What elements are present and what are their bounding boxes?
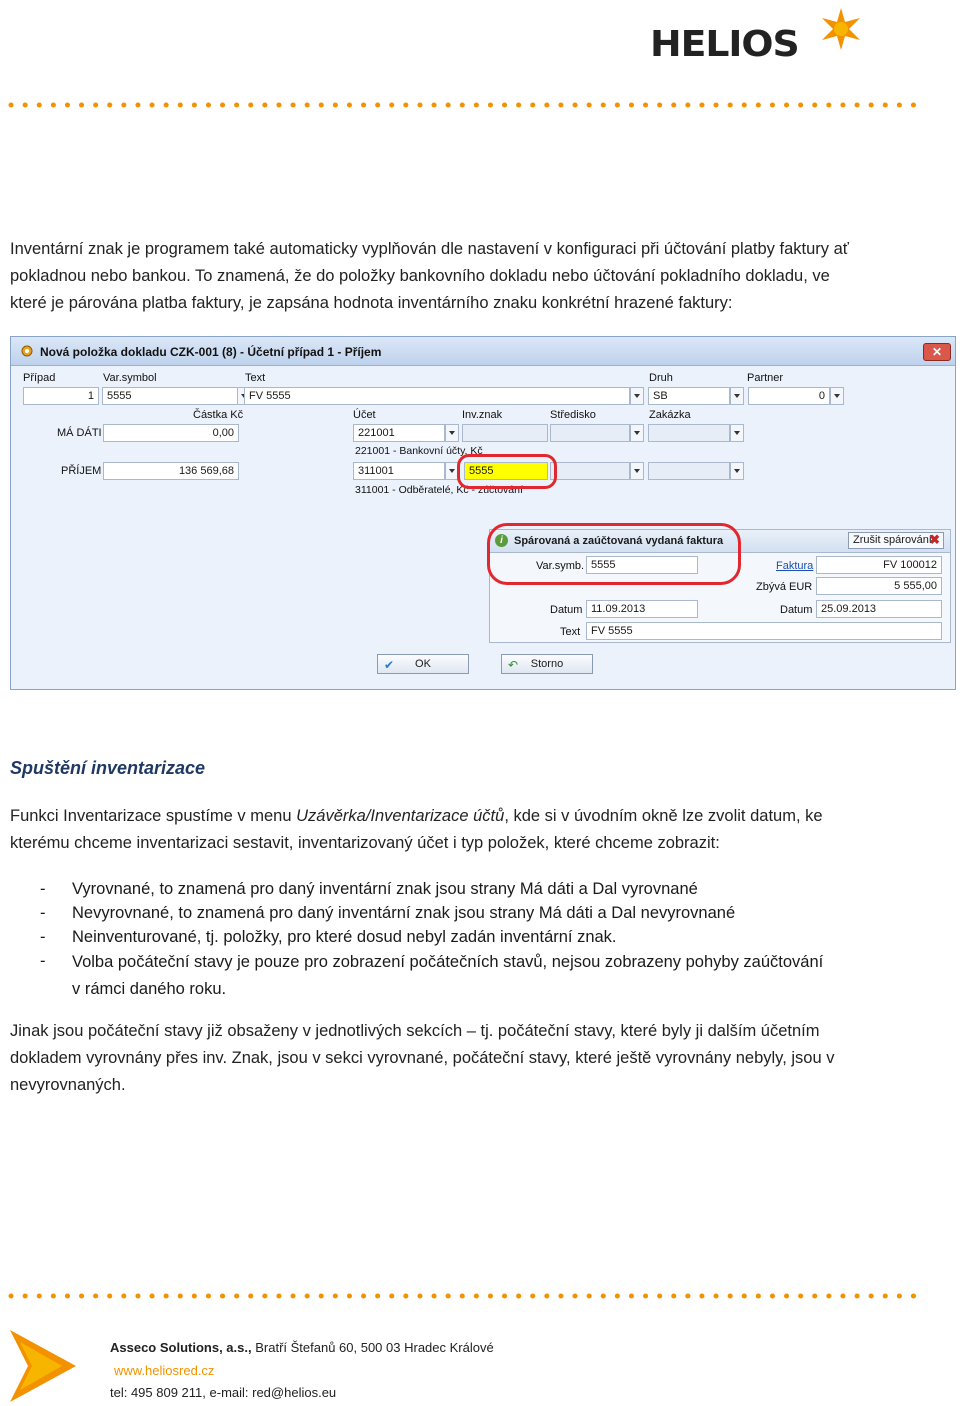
druh-dropdown[interactable] <box>730 387 744 405</box>
pripad-field[interactable]: 1 <box>23 387 99 405</box>
gear-icon <box>19 343 35 359</box>
label-stredisko: Středisko <box>550 409 596 421</box>
faktura-link[interactable]: Faktura <box>776 560 814 572</box>
intro-line: Inventární znak je programem také automaticky vyplňován dle nastavení v konfiguraci při účtování platby faktury ať <box>10 240 849 258</box>
closing-line: Jinak jsou počáteční stavy již obsaženy v jednotlivých sekcích – tj. počáteční stavy, které byly ji dalším účetním <box>10 1022 820 1040</box>
var-symbol-field[interactable]: 5555 <box>102 387 238 405</box>
label-datum: Datum <box>550 604 583 616</box>
header-divider <box>8 102 928 108</box>
zakazka-md-field[interactable] <box>648 424 730 442</box>
list-item: - Volba počáteční stavy je pouze pro zobrazení počátečních stavů, nejsou zobrazeny pohyby zaúčtování v rámci daného roku. <box>40 952 824 998</box>
close-icon: ✖ <box>929 532 940 547</box>
section-paragraph <box>10 803 940 857</box>
cancel-pairing-label: Zrušit spárování <box>853 534 932 546</box>
stredisko-md-field[interactable] <box>550 424 630 442</box>
storno-button[interactable] <box>501 654 593 674</box>
partner-field[interactable]: 0 <box>748 387 830 405</box>
partner-dropdown[interactable] <box>830 387 844 405</box>
panel-datum-2: 25.09.2013 <box>816 600 942 618</box>
text-field[interactable]: FV 5555 <box>244 387 630 405</box>
ucet-md-dropdown[interactable] <box>445 424 459 442</box>
panel-title-highlight <box>487 523 741 585</box>
checkmark-icon: ✔ <box>384 658 395 672</box>
close-button[interactable]: ✕ <box>923 343 951 361</box>
footer-address <box>110 1340 494 1355</box>
panel-text: FV 5555 <box>586 622 942 640</box>
panel-faktura: FV 100012 <box>816 556 942 574</box>
closing-paragraph <box>10 1018 940 1099</box>
ok-button[interactable] <box>377 654 469 674</box>
ucet-d-hint: 311001 - Odběratelé, Kč - zúčtování <box>355 484 523 496</box>
ma-dati-amount[interactable]: 0,00 <box>103 424 239 442</box>
star-icon <box>820 8 862 50</box>
options-list <box>40 877 920 1003</box>
label-castka: Částka Kč <box>193 409 244 421</box>
helios-logo <box>650 8 865 63</box>
label-var-symbol: Var.symbol <box>103 372 157 384</box>
zakazka-md-dropdown[interactable] <box>730 424 744 442</box>
address: Bratří Štefanů 60, 500 03 Hradec Králové <box>251 1340 494 1355</box>
info-icon: i <box>495 534 508 547</box>
list-item: - Nevyrovnané, to znamená pro daný inventární znak jsou strany Má dáti a Dal nevyrovnané <box>40 904 736 922</box>
druh-field[interactable]: SB <box>648 387 730 405</box>
intro-paragraph <box>10 236 940 317</box>
asseco-logo-icon <box>10 1330 76 1402</box>
label-panel-text: Text <box>560 626 581 638</box>
label-zakazka: Zakázka <box>649 409 691 421</box>
list-item: - Vyrovnané, to znamená pro daný inventární znak jsou strany Má dáti a Dal vyrovnané <box>40 880 698 898</box>
panel-title: Spárovaná a zaúčtovaná vydaná faktura <box>514 535 724 547</box>
section-title: Spuštění inventarizace <box>10 758 206 778</box>
ucet-md-hint: 221001 - Bankovní účty, Kč <box>355 445 483 457</box>
label-var-symb: Var.symb. <box>536 560 585 572</box>
label-partner: Partner <box>747 372 784 384</box>
label-datum-2: Datum <box>780 604 813 616</box>
label-druh: Druh <box>649 372 673 384</box>
footer-web-link[interactable]: www.heliosred.cz <box>114 1363 215 1378</box>
logo-text: HELIOS <box>650 24 799 65</box>
list-item: - Neinventurované, tj. položky, pro které dosud nebyl zadán inventární znak. <box>40 928 617 946</box>
panel-datum: 11.09.2013 <box>586 600 698 618</box>
zakazka-d-dropdown[interactable] <box>730 462 744 480</box>
label-pripad: Případ <box>23 372 56 384</box>
panel-var-symb: 5555 <box>586 556 698 574</box>
inv-znak-highlight <box>457 454 557 489</box>
footer-divider <box>8 1293 928 1299</box>
closing-line: nevyrovnaných. <box>10 1076 126 1094</box>
footer-contact: tel: 495 809 211, e-mail: red@helios.eu <box>110 1385 337 1400</box>
undo-icon: ↶ <box>508 658 519 672</box>
document-item-dialog <box>10 336 956 690</box>
panel-zbyva: 5 555,00 <box>816 577 942 595</box>
closing-line: dokladem vyrovnány přes inv. Znak, jsou v sekci vyrovnané, počáteční stavy, které ještě vyrovnány nebyly, jsou v <box>10 1049 835 1067</box>
prijem-amount[interactable]: 136 569,68 <box>103 462 239 480</box>
ucet-d-field[interactable]: 311001 <box>353 462 445 480</box>
dialog-title: Nová položka dokladu CZK-001 (8) - Účetní případ 1 - Příjem <box>40 345 382 359</box>
label-ucet: Účet <box>353 409 376 421</box>
text-dropdown[interactable] <box>630 387 644 405</box>
label-prijem: PŘÍJEM <box>61 465 102 477</box>
stredisko-d-field[interactable] <box>550 462 630 480</box>
section-text-line2: kterému chceme inventarizaci sestavit, inventarizovaný účet i typ položek, které chceme zobrazit: <box>10 834 720 852</box>
dialog-titlebar <box>11 337 955 366</box>
ucet-md-field[interactable]: 221001 <box>353 424 445 442</box>
company-name: Asseco Solutions, a.s., <box>110 1340 252 1355</box>
label-inv-znak: Inv.znak <box>462 409 503 421</box>
label-text: Text <box>245 372 266 384</box>
storno-label: Storno <box>530 658 564 670</box>
stredisko-d-dropdown[interactable] <box>630 462 644 480</box>
intro-line: pokladnou nebo bankou. To znamená, že do položky bankovního dokladu nebo účtování pokladního dokladu, ve <box>10 267 830 285</box>
section-text: , kde si v úvodním okně lze zvolit datum, ke <box>504 807 823 825</box>
menu-path: Uzávěrka/Inventarizace účtů <box>296 807 505 825</box>
intro-line: které je párována platba faktury, je zapsána hodnota inventárního znaku konkrétní hrazené faktury: <box>10 294 733 312</box>
inv-znak-md-field[interactable] <box>462 424 548 442</box>
cancel-pairing-button[interactable] <box>848 532 944 549</box>
section-text: Funkci Inventarizace spustíme v menu <box>10 807 297 825</box>
inv-znak-field[interactable]: 5555 <box>464 462 548 480</box>
label-zbyva: Zbývá EUR <box>756 581 813 593</box>
stredisko-md-dropdown[interactable] <box>630 424 644 442</box>
zakazka-d-field[interactable] <box>648 462 730 480</box>
ok-label: OK <box>415 658 431 670</box>
label-ma-dati: MÁ DÁTI <box>57 427 102 439</box>
